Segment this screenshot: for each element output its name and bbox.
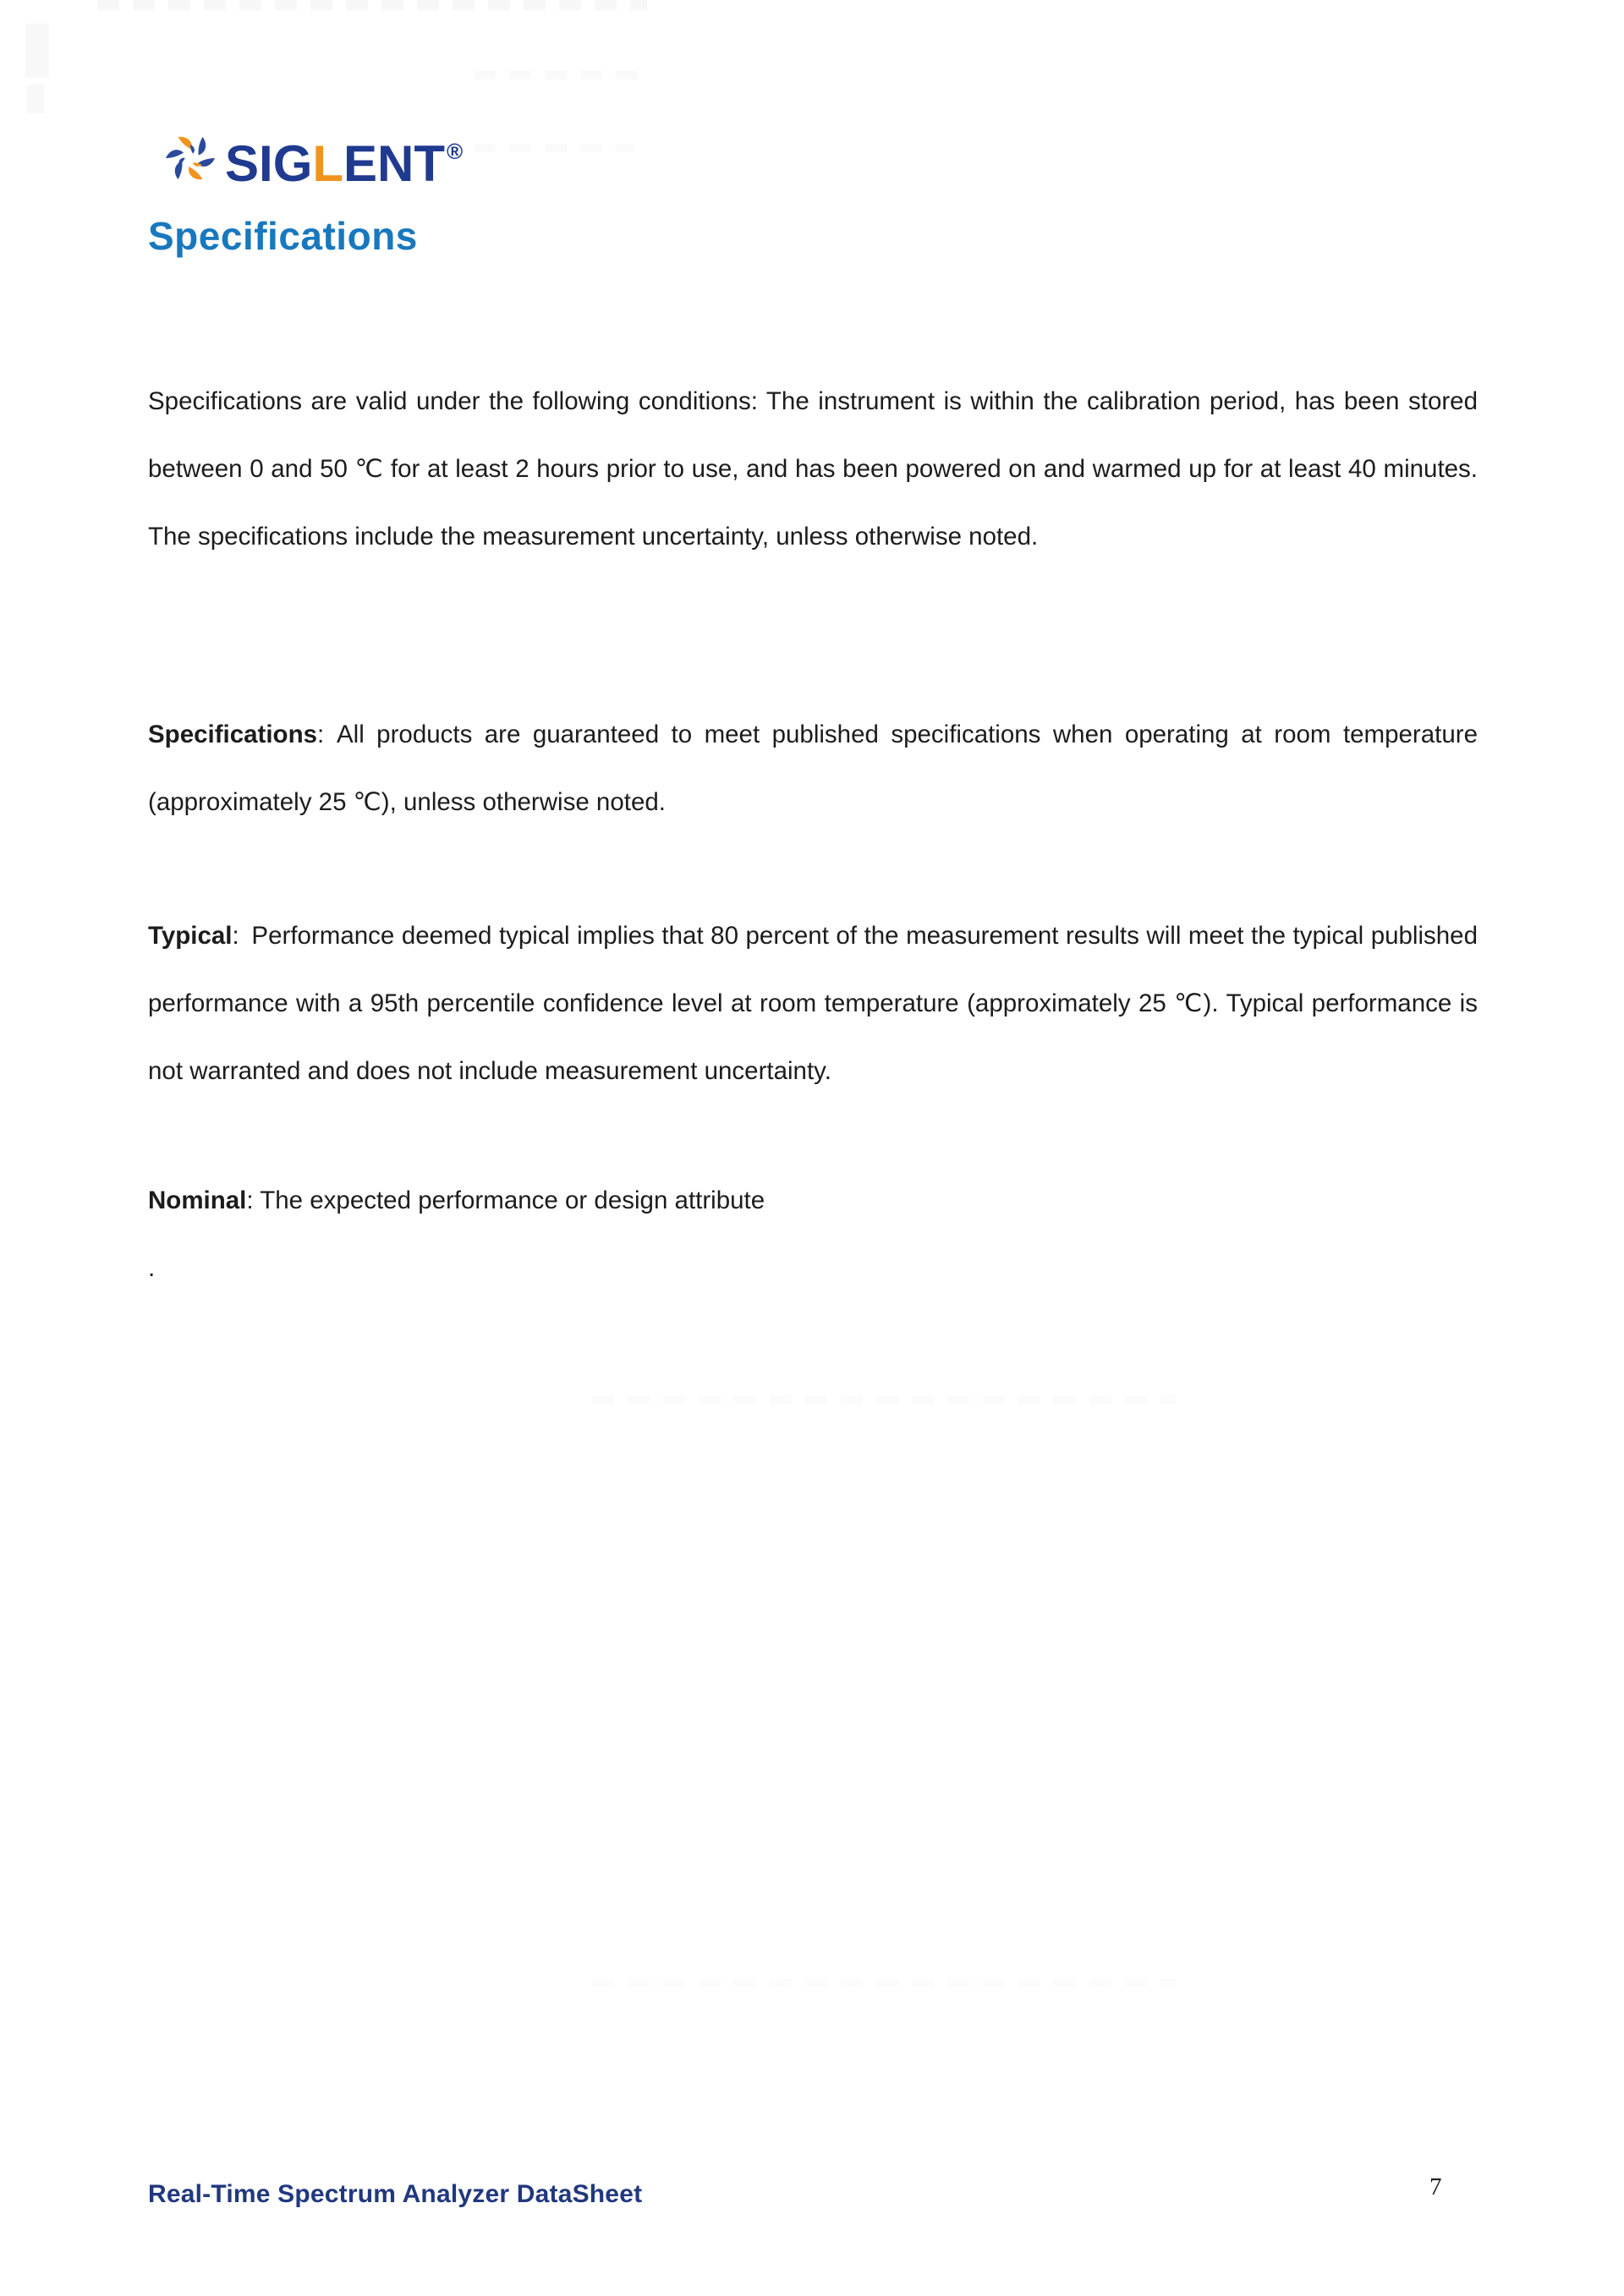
scan-artifact xyxy=(27,85,44,113)
scan-artifact xyxy=(592,1979,1176,1987)
paragraph-lead: Typical xyxy=(148,922,233,950)
paragraph-body: : All products are guaranteed to meet published specifications when operating at room temperature (approximately 25 ℃), unless otherwise noted. xyxy=(148,721,1478,816)
siglent-pinwheel-icon xyxy=(162,130,218,186)
paragraph-lead: Nominal xyxy=(148,1186,247,1214)
page-title: Specifications xyxy=(148,214,418,258)
footer-document-title: Real-Time Spectrum Analyzer DataSheet xyxy=(148,2180,643,2208)
paragraph-body: Specifications are valid under the following conditions: The instrument is within the calibration period, has been stored between 0 and 50 ℃ for at least 2 hours prior to use, and has been powered on and warmed up for at least 40 minutes. The specifications include the measurement uncertainty, unless otherwise noted. xyxy=(148,387,1478,551)
scan-artifact xyxy=(25,24,49,78)
brand-seg-sig: SIG xyxy=(225,135,313,192)
scan-artifact xyxy=(474,144,634,152)
brand-wordmark xyxy=(225,123,463,192)
paragraph-nominal-definition xyxy=(148,1167,1478,1235)
brand-seg-ent: ENT xyxy=(343,135,446,192)
siglent-logo xyxy=(162,123,463,192)
stray-period xyxy=(148,1235,1478,1302)
paragraph-body: . xyxy=(148,1254,156,1282)
paragraph-typical-definition xyxy=(148,902,1478,1105)
footer-page-number: 7 xyxy=(1429,2173,1442,2200)
brand-seg-l: L xyxy=(312,135,344,192)
paragraph-specifications-definition xyxy=(148,701,1478,836)
paragraph-conditions xyxy=(148,368,1478,571)
registered-trademark-symbol: ® xyxy=(447,139,464,164)
paragraph-body: : Performance deemed typical implies that 80 percent of the measurement results will meet the typical published performance with a 95th percentile confidence level at room temperature (approximately 25 ℃). Typical performance is not warranted and does not include measurement uncertainty. xyxy=(148,922,1478,1085)
paragraph-body: : The expected performance or design attribute xyxy=(246,1186,765,1214)
scan-artifact xyxy=(97,0,647,10)
paragraph-lead: Specifications xyxy=(148,721,318,748)
scan-artifact xyxy=(592,1395,1176,1404)
scan-artifact xyxy=(474,71,651,79)
